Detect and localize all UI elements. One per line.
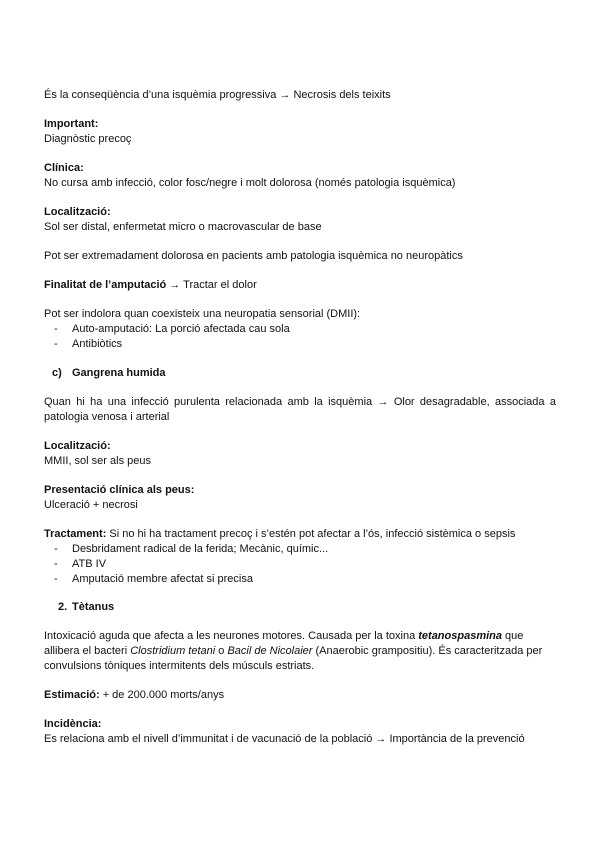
localitzacio-block xyxy=(44,205,556,235)
tractament-heading: Tractament: xyxy=(44,528,107,540)
estimacio-line xyxy=(44,688,556,703)
tetanus-text-4: (Anaerobic grampositiu). És caracteritzada per convulsions tòniques intermitents dels músculs estriats. xyxy=(44,645,543,672)
incidencia-heading: Incidència: xyxy=(44,718,102,730)
tetanus-text xyxy=(44,629,556,674)
important-text: Diagnòstic precoç xyxy=(44,133,132,145)
indolora-block xyxy=(44,307,556,352)
localitzacio-2-text: MMII, sol ser als peus xyxy=(44,455,151,467)
humida-text: Quan hi ha una infecció purulenta relacionada amb la isquèmia → Olor desagradable, associada a patologia venosa i arterial xyxy=(44,396,556,423)
localitzacio-text: Sol ser distal, enfermetat micro o macrovascular de base xyxy=(44,221,322,233)
clinica-text: No cursa amb infecció, color fosc/negre i molt dolorosa (només patologia isquèmica) xyxy=(44,177,456,189)
estimacio-heading: Estimació: xyxy=(44,689,100,701)
presentacio-block xyxy=(44,483,556,513)
finalitat-line xyxy=(44,278,556,293)
list-item: - Antibiòtics xyxy=(44,337,556,352)
list-item: - ATB IV xyxy=(44,557,556,572)
finalitat-heading: Finalitat de l’amputació xyxy=(44,279,167,291)
bacteria-name-1: Clostridium tetani xyxy=(130,645,216,657)
section-c-label: c) xyxy=(52,367,62,379)
clinica-block xyxy=(44,161,556,191)
finalitat-text: → Tractar el dolor xyxy=(166,279,257,291)
list-item: - Amputació membre afectat si precisa xyxy=(44,572,556,587)
section-2-heading xyxy=(58,600,570,615)
section-c-heading xyxy=(52,366,564,381)
tractament-text: Si no hi ha tractament precoç i s’estén pot afectar a l’ós, infecció sistèmica o sepsis xyxy=(106,528,516,540)
localitzacio-2-heading: Localització: xyxy=(44,440,111,452)
section-2-label: 2. xyxy=(58,601,68,613)
tractament-block xyxy=(44,527,556,587)
indolora-text: Pot ser indolora quan coexisteix una neuropatia sensorial (DMII): xyxy=(44,308,361,320)
tractament-list xyxy=(44,542,556,587)
list-item: - Desbridament radical de la ferida; Mecànic, químic... xyxy=(44,542,556,557)
estimacio-text: + de 200.000 morts/anys xyxy=(99,689,225,701)
tetanus-text-2: que allibera el bacteri xyxy=(44,630,524,657)
clinica-heading: Clínica: xyxy=(44,162,84,174)
bacteria-name-2: Bacil de Nicolaier xyxy=(227,645,313,657)
incidencia-text: Es relaciona amb el nivell d’immunitat i de vacunació de la població → Importància de la prevenció xyxy=(44,733,525,745)
localitzacio-2-block xyxy=(44,439,556,469)
tetanus-text-3: o xyxy=(215,645,228,657)
section-2-title: Tètanus xyxy=(72,601,115,613)
intro-line: És la conseqüència d’una isquèmia progressiva → Necrosis dels teixits xyxy=(44,89,391,101)
presentacio-text: Ulceració + necrosi xyxy=(44,499,138,511)
tetanus-text-1: Intoxicació aguda que afecta a les neurones motores. Causada per la toxina xyxy=(44,630,419,642)
incidencia-block xyxy=(44,717,556,747)
important-block xyxy=(44,117,556,147)
section-c-title: Gangrena humida xyxy=(72,367,166,379)
indolora-list xyxy=(44,322,556,352)
localitzacio-heading: Localització: xyxy=(44,206,111,218)
list-item: - Auto-amputació: La porció afectada cau sola xyxy=(44,322,556,337)
presentacio-heading: Presentació clínica als peus: xyxy=(44,484,195,496)
dolorosa-text: Pot ser extremadament dolorosa en pacients amb patologia isquèmica no neuropàtics xyxy=(44,250,463,262)
important-heading: Important: xyxy=(44,118,99,130)
toxin-name: tetanospasmina xyxy=(418,630,502,642)
